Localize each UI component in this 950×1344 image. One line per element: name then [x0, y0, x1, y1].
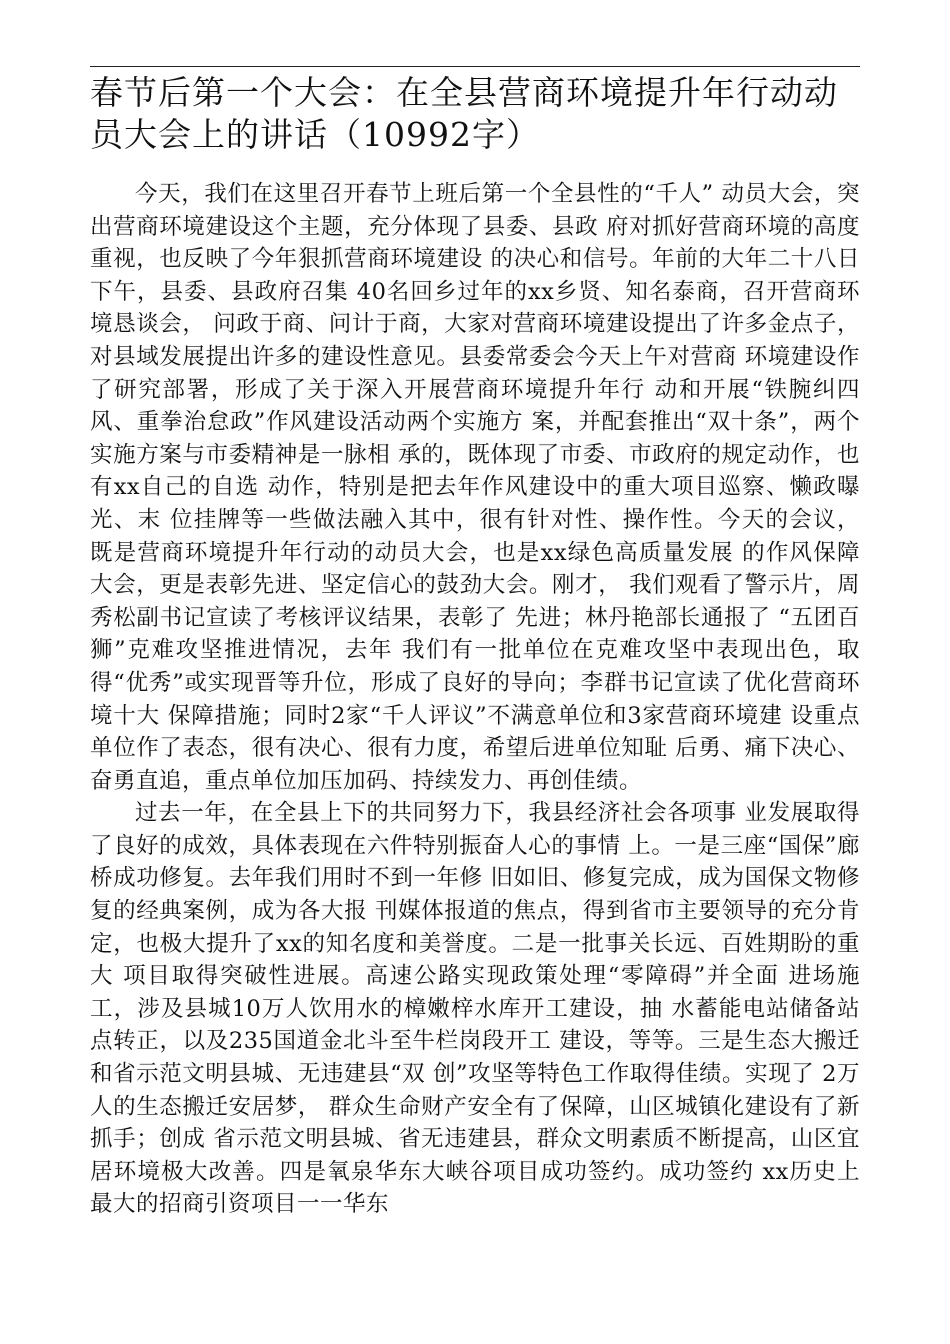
- paragraph-2: 过去一年，在全县上下的共同努力下，我县经济社会各项事 业发展取得了良好的成效，具体表现在六件特别振奋人心的事情 上。一是三座“国保”廊桥成功修复。去年我们用时不到一年修 旧如旧、修复完成，成为国保文物修复的经典案例，成为各大报 刊媒体报道的焦点，得到省市主要领导的充分肯定，也极大提升了xx的知名度和美誉度。二是一批事关长远、百姓期盼的重大 项目取得突破性进展。高速公路实现政策处理“零障碍”并全面 进场施工，涉及县城10万人饮用水的樟嫩梓水库开工建设，抽 水蓄能电站储备站点转正，以及235国道金北斗至牛栏岗段开工 建设，等等。三是生态大搬迁和省示范文明县城、无违建县“双 创”攻坚等特色工作取得佳绩。实现了 2万人的生态搬迁安居梦， 群众生命财产安全有了保障，山区城镇化建设有了新抓手；创成 省示范文明县城、省无违建县，群众文明素质不断提高，山区宜 居环境极大改善。四是氧泉华东大峡谷项目成功签约。成功签约 xx历史上最大的招商引资项目一一华东: [90, 800, 860, 1218]
- document-body: [90, 178, 860, 1221]
- document-title: 春节后第一个大会：在全县营商环境提升年行动动员大会上的讲话（10992字）: [90, 73, 838, 154]
- paragraph-1: 今天，我们在这里召开春节上班后第一个全县性的“千人” 动员大会，突出营商环境建设这个主题，充分体现了县委、县政 府对抓好营商环境的高度重视，也反映了今年狠抓营商环境建设 的决心和信号。年前的大年二十八日下午，县委、县政府召集 40名回乡过年的xx乡贤、知名泰商，召开营商环境恳谈会， 问政于商、问计于商，大家对营商环境建设提出了许多金点子，对县域发展提出许多的建设性意见。县委常委会今天上午对营商 环境建设作了研究部署，形成了关于深入开展营商环境提升年行 动和开展“铁腕纠四风、重拳治怠政”作风建设活动两个实施方 案，并配套推出“双十条”，两个实施方案与市委精神是一脉相 承的，既体现了市委、市政府的规定动作，也有xx自己的自选 动作，特别是把去年作风建设中的重大项目巡察、懒政曝光、末 位挂牌等一些做法融入其中，很有针对性、操作性。今天的会议， 既是营商环境提升年行动的动员大会，也是xx绿色高质量发展 的作风保障大会，更是表彰先进、坚定信心的鼓劲大会。刚才， 我们观看了警示片，周秀松副书记宣读了考核评议结果，表彰了 先进；林丹艳部长通报了 “五团百狮”克难攻坚推进情况，去年 我们有一批单位在克难攻坚中表现出色，取得“优秀”或实现晋等升位，形成了良好的导向；李群书记宣读了优化营商环境十大 保障措施；同时2家“千人评议”不满意单位和3家营商环境建 设重点单位作了表态，很有决心、很有力度，希望后进单位知耻 后勇、痛下决心、奋勇直追，重点单位加压加码、持续发力、再创佳绩。: [90, 181, 860, 794]
- top-divider: [90, 66, 860, 67]
